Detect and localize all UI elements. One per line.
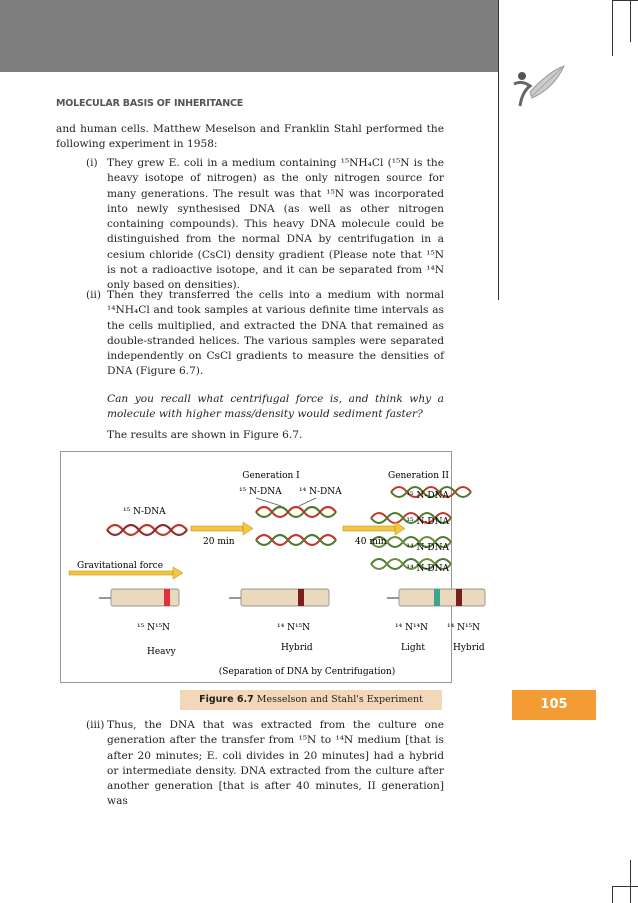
tube3a-name: Light <box>401 643 426 653</box>
item-text: Then they transferred the cells into a medium with normal ¹⁴NH₄Cl and took samples at various definite time intervals as the cells multiplied, and extracted the DNA that remained as double-stranded helices. The various samples were separated independently on CsCl gradients to measure the densities of DNA (Figure 6.7). <box>107 289 444 378</box>
crop-mark <box>630 0 631 42</box>
gen1-helix-top <box>256 507 336 517</box>
item-text: They grew E. coli in a medium containing ¹⁵NH₄Cl (¹⁵N is the heavy isotope of nitrogen) as the only nitrogen source for many generations. The result was that ¹⁵N was incorporated into newly synthesised DNA (as well as other nitrogen containing compounds). This heavy DNA molecule could be distinguished from the normal DNA by centrifugation in a cesium chloride (CsCl) density gradient (Please note that ¹⁵N is not a radioactive isotope, and it can be separated from ¹⁴N only based on densities). <box>107 157 444 292</box>
crop-mark <box>612 0 638 1</box>
figure-footer: (Separation of DNA by Centrifugation) <box>218 667 396 677</box>
tube3b-label: ¹⁴ N¹⁵N <box>447 623 481 633</box>
tube3a-label: ¹⁴ N¹⁴N <box>395 623 429 633</box>
gen1-helix-bottom <box>256 535 336 545</box>
item-text: Can you recall what centrifugal force is, and think why a molecule with higher mass/density would sediment faster? <box>107 393 444 421</box>
intro-paragraph: and human cells. Matthew Meselson and Franklin Stahl performed the following experiment in 1958: <box>56 123 444 151</box>
tube1-label: ¹⁵ N¹⁵N <box>137 623 171 633</box>
caption-label: Figure 6.7 <box>199 694 254 705</box>
tube-hybrid <box>229 589 329 606</box>
question-paragraph <box>56 392 444 424</box>
margin-rule <box>498 0 499 300</box>
tube2-name: Hybrid <box>281 643 313 653</box>
crop-mark <box>612 886 613 903</box>
g2-label-4: ¹⁴ N-DNA <box>406 564 449 574</box>
caption-text: Messelson and Stahl's Experiment <box>256 694 423 705</box>
list-item-i <box>56 156 444 292</box>
list-item-ii <box>56 288 444 384</box>
crop-mark <box>612 0 613 56</box>
running-header: MOLECULAR BASIS OF INHERITANCE <box>56 98 244 109</box>
tube-gen2 <box>387 589 485 606</box>
item-text: The results are shown in Figure 6.7. <box>107 429 303 441</box>
tube1-name: Heavy <box>147 647 176 657</box>
figure-diagram <box>61 452 485 682</box>
label-generation-2: Generation II <box>388 471 449 481</box>
item-number: (ii) <box>86 289 102 301</box>
item-text: Thus, the DNA that was extracted from the culture one generation after the transfer from ¹⁵N to ¹⁴N medium [that is after 20 minutes; E. coli divides in 20 minutes] had a hybrid or intermediate density. DNA extracted from the culture after another generation [that is after 40 minutes, II generation] was <box>107 719 444 808</box>
tube-heavy <box>99 589 179 606</box>
label-40-min: 40 min <box>355 537 387 547</box>
results-note <box>56 428 444 444</box>
crop-mark <box>630 860 631 903</box>
label-gen1-n15: ¹⁵ N-DNA <box>239 487 282 497</box>
g2-label-2: ¹⁵ N-DNA <box>406 517 449 527</box>
label-20-min: 20 min <box>203 537 235 547</box>
arrow-20-min <box>191 522 253 535</box>
figure-caption <box>180 690 442 710</box>
g2-label-1: ¹⁵ N-DNA <box>406 491 449 501</box>
item-number: (i) <box>86 157 98 169</box>
g2-label-3: ¹⁴ N-DNA <box>406 543 449 553</box>
label-n15-dna: ¹⁵ N-DNA <box>123 507 166 517</box>
label-gravitational-force: Gravitational force <box>77 561 164 571</box>
arrow-40-min <box>343 522 405 535</box>
leaf-logo-icon <box>508 62 566 124</box>
label-generation-1: Generation I <box>242 471 300 481</box>
crop-mark <box>612 886 638 887</box>
figure-6-7 <box>60 451 485 683</box>
list-item-iii <box>56 718 444 814</box>
item-number: (iii) <box>86 719 105 731</box>
top-decorative-band <box>0 0 498 72</box>
parent-dna-helix <box>107 525 187 535</box>
page-number: 105 <box>512 690 596 720</box>
tube2-label: ¹⁴ N¹⁵N <box>277 623 311 633</box>
label-gen1-n14: ¹⁴ N-DNA <box>299 487 342 497</box>
tube3b-name: Hybrid <box>453 643 485 653</box>
